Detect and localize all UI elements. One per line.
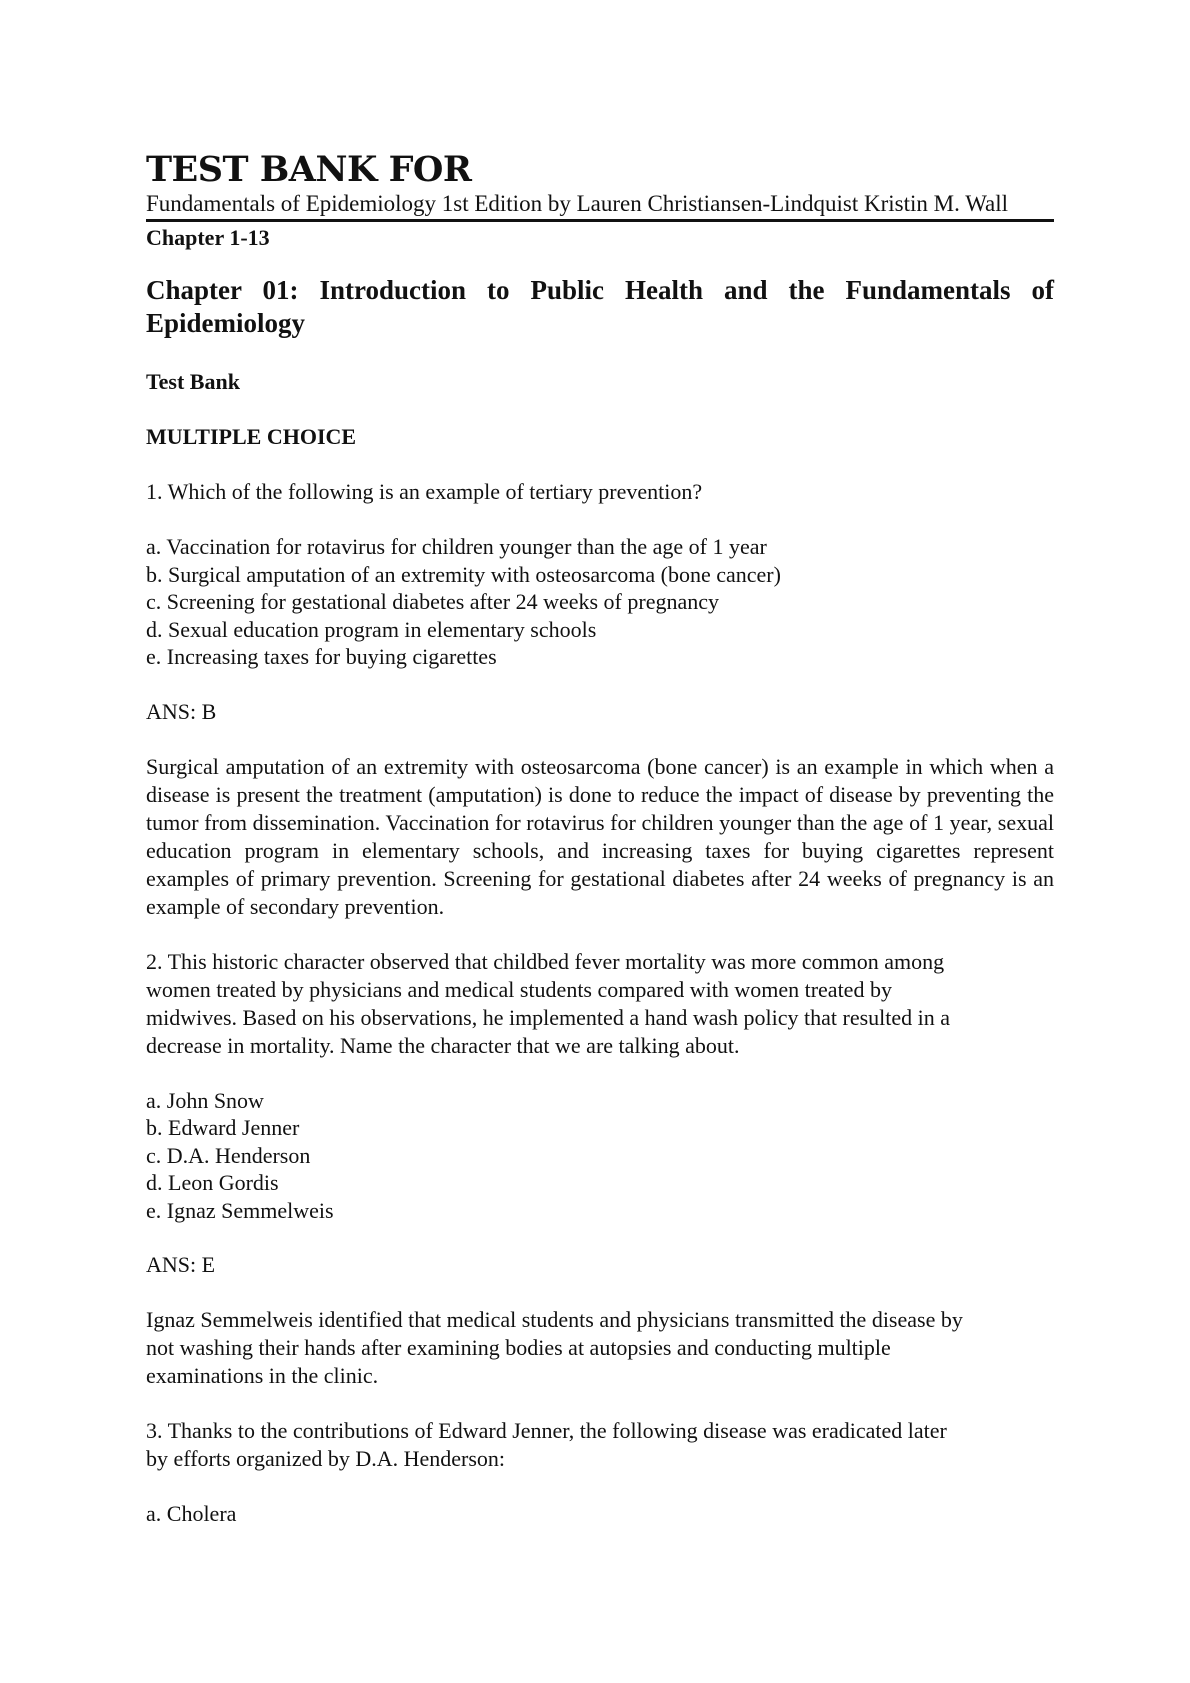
option-b: b. Surgical amputation of an extremity with osteosarcoma (bone cancer) — [146, 561, 781, 587]
question-stem-line: 3. Thanks to the contributions of Edward Jenner, the following disease was eradicated later — [146, 1418, 947, 1443]
option-a: a. Cholera — [146, 1501, 237, 1526]
question-stem-line: 2. This historic character observed that childbed fever mortality was more common among — [146, 948, 945, 974]
chapter-range: Chapter 1-13 — [146, 225, 270, 250]
question-stem: 1. Which of the following is an example of tertiary prevention? — [146, 479, 703, 504]
section-label: Test Bank — [146, 369, 240, 394]
option-e: e. Ignaz Semmelweis — [146, 1197, 334, 1223]
answer-key: ANS: B — [146, 698, 217, 724]
option-a: a. Vaccination for rotavirus for children younger than the age of 1 year — [146, 534, 767, 559]
option-d: d. Sexual education program in elementary schools — [146, 616, 597, 642]
option-a: a. John Snow — [146, 1087, 264, 1113]
question-stem-line: by efforts organized by D.A. Henderson: — [146, 1446, 506, 1471]
subsection-label: MULTIPLE CHOICE — [146, 424, 357, 449]
answer-explanation — [146, 1306, 1054, 1390]
question-stem — [146, 948, 1054, 1060]
option-b: b. Edward Jenner — [146, 1115, 300, 1140]
option-c: c. Screening for gestational diabetes after 24 weeks of pregnancy — [146, 589, 719, 614]
question-3 — [146, 1417, 1054, 1528]
answer-key: ANS: E — [146, 1252, 216, 1277]
document-title: TEST BANK FOR — [146, 149, 472, 190]
explanation-line: examinations in the clinic. — [146, 1363, 379, 1388]
question-2 — [146, 948, 1054, 1391]
option-c: c. D.A. Henderson — [146, 1142, 311, 1168]
explanation-line: not washing their hands after examining bodies at autopsies and conducting multiple — [146, 1335, 891, 1360]
option-e: e. Increasing taxes for buying cigarettes — [146, 644, 497, 669]
chapter-title: Chapter 01: Introduction to Public Health and the Fundamentals of Epidemiology — [146, 275, 1054, 338]
answer-options — [146, 1087, 1054, 1225]
question-1 — [146, 478, 1054, 921]
question-stem-line: decrease in mortality. Name the character that we are talking about. — [146, 1032, 740, 1058]
answer-options — [146, 533, 1054, 671]
document-page — [146, 150, 1054, 1528]
answer-options — [146, 1500, 1054, 1528]
answer-explanation: Surgical amputation of an extremity with osteosarcoma (bone cancer) is an example in which when a disease is present the treatment (amputation) is done to reduce the impact of disease by preventing the tumor from dissemination. Vaccination for rotavirus for children younger than the age of 1 year, sexual education program in elementary schools, and increasing taxes for buying cigarettes represent examples of primary prevention. Screening for gestational diabetes after 24 weeks of pregnancy is an example of secondary prevention. — [146, 753, 1054, 919]
question-stem-line: women treated by physicians and medical students compared with women treated by — [146, 976, 892, 1002]
explanation-line: Ignaz Semmelweis identified that medical students and physicians transmitted the disease by — [146, 1307, 963, 1332]
book-subtitle: Fundamentals of Epidemiology 1st Edition by Lauren Christiansen-Lindquist Kristin M. Wall — [146, 190, 1054, 222]
question-stem-line: midwives. Based on his observations, he implemented a hand wash policy that resulted in a — [146, 1004, 951, 1030]
question-stem — [146, 1417, 1054, 1473]
option-d: d. Leon Gordis — [146, 1170, 279, 1195]
